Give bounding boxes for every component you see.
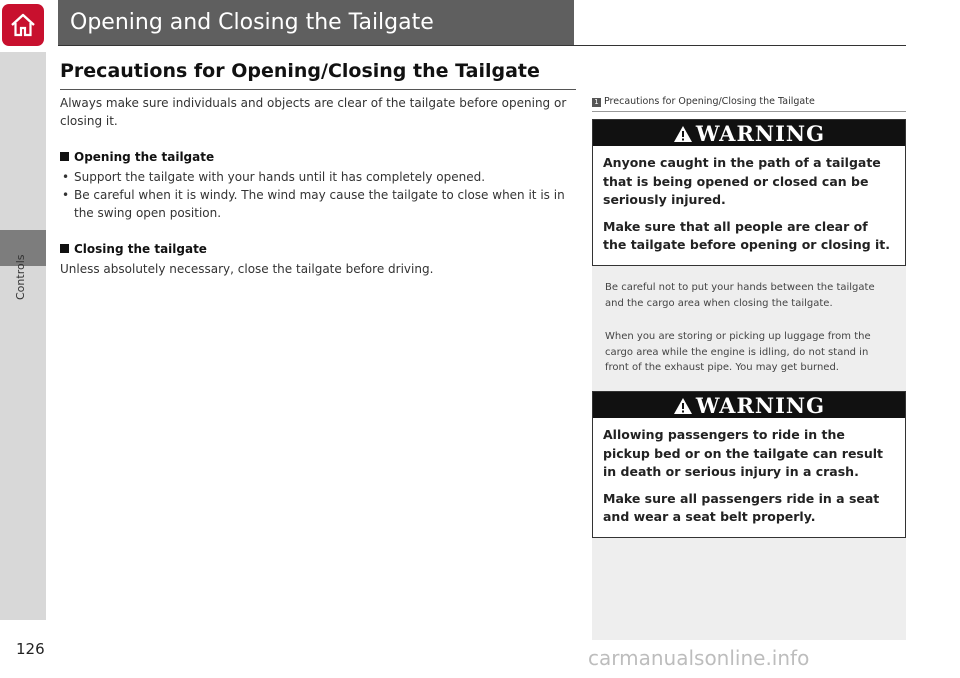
closing-paragraph: Unless absolutely necessary, close the tailgate before driving.: [60, 262, 434, 276]
warning-label: WARNING: [695, 393, 826, 418]
warning-triangle-icon: [673, 397, 693, 415]
warning-header: [593, 392, 905, 418]
left-margin-strip: [0, 52, 46, 620]
bullet-text: Support the tailgate with your hands until it has completely opened.: [74, 170, 486, 184]
square-bullet-icon: [60, 152, 69, 161]
bullet-icon: •: [62, 170, 70, 184]
opening-heading-label: Opening the tailgate: [74, 150, 215, 164]
page-title-bar: [58, 0, 574, 46]
home-button[interactable]: [2, 4, 44, 46]
chapter-tab[interactable]: Controls: [14, 254, 27, 300]
section-title: Precautions for Opening/Closing the Tailgate: [60, 60, 540, 82]
warning-text: Make sure all passengers ride in a seat and wear a seat belt properly.: [603, 490, 880, 524]
closing-heading-label: Closing the tailgate: [74, 242, 207, 256]
warning-text: Anyone caught in the path of a tailgate that is being opened or closed can be seriously injured.: [603, 155, 881, 207]
warning-box: [592, 391, 906, 538]
page-title: Opening and Closing the Tailgate: [70, 10, 434, 35]
list-item: [60, 186, 576, 222]
home-icon: [9, 11, 37, 39]
reference-number-icon: 1: [592, 98, 601, 107]
bullet-icon: •: [62, 188, 70, 202]
opening-bullet-list: [60, 168, 576, 222]
sidebar-note: When you are storing or picking up luggage from the cargo area while the engine is idling, do not stand in front of the exhaust pipe. You may get burned.: [605, 331, 871, 373]
bullet-text: Be careful when it is windy. The wind may cause the tailgate to close when it is in the swing open position.: [74, 188, 565, 220]
sidebar-note: Be careful not to put your hands between the tailgate and the cargo area when closing the tailgate.: [605, 282, 875, 309]
warning-box: [592, 119, 906, 266]
closing-heading: [60, 242, 207, 256]
square-bullet-icon: [60, 244, 69, 253]
title-divider: [58, 45, 906, 46]
opening-heading: [60, 150, 214, 164]
warning-label: WARNING: [695, 121, 826, 146]
warning-header: [593, 120, 905, 146]
warning-text: Make sure that all people are clear of the tailgate before opening or closing it.: [603, 218, 891, 252]
watermark: carmanualsonline.info: [588, 646, 810, 670]
sidebar-heading-label: Precautions for Opening/Closing the Tailgate: [604, 96, 815, 107]
page-number: 126: [16, 640, 45, 658]
intro-paragraph: Always make sure individuals and objects are clear of the tailgate before opening or closing it.: [60, 96, 567, 128]
warning-text: Allowing passengers to ride in the pickup bed or on the tailgate can result in death or serious injury in a crash.: [603, 427, 884, 479]
section-divider: [60, 89, 576, 90]
list-item: [60, 168, 576, 186]
sidebar-heading[interactable]: [592, 96, 906, 112]
warning-triangle-icon: [673, 125, 693, 143]
